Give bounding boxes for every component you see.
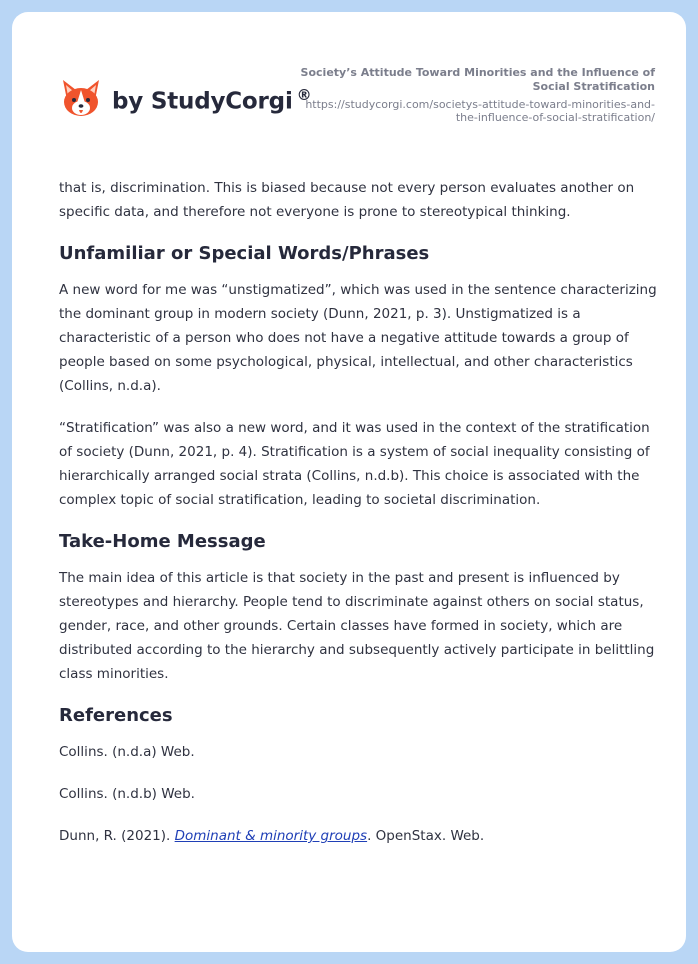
document-url[interactable]: https://studycorgi.com/societys-attitude-toward-minorities-and-the-influence-of-social-stratification/ xyxy=(305,98,655,124)
registered-mark: ® xyxy=(296,85,312,104)
page-header xyxy=(12,12,686,152)
reference-link[interactable]: Dominant & minority groups xyxy=(174,828,368,844)
takehome-paragraph: The main idea of this article is that society in the past and present is influenced by stereotypes and hierarchy. People tend to discriminate against others on social status, gender, race, and other grounds. Certain classes have formed in society, which are distributed according to the hierarchy and subsequently actively participate in belittling class minorities. xyxy=(59,570,655,682)
reference-suffix: . OpenStax. Web. xyxy=(367,828,485,844)
document-body xyxy=(59,176,659,866)
intro-paragraph: that is, discrimination. This is biased because not every person evaluates another on specific data, and therefore not everyone is prone to stereotypical thinking. xyxy=(59,180,635,220)
words-paragraph-2: “Stratification” was also a new word, and it was used in the context of the stratification of society (Dunn, 2021, p. 4). Stratification is a system of social inequality consisting of hierarchically arranged social strata (Collins, n.d.b). This choice is associated with the complex topic of social stratification, leading to societal discrimination. xyxy=(59,420,650,508)
document-title: Society’s Attitude Toward Minorities and the Influence of Social Stratification xyxy=(300,66,655,93)
takehome-heading: Take-Home Message xyxy=(59,531,266,552)
document-meta xyxy=(285,66,655,124)
reference-item: Collins. (n.d.b) Web. xyxy=(59,786,195,802)
corgi-icon xyxy=(60,76,102,120)
words-paragraph-1: A new word for me was “unstigmatized”, which was used in the sentence characterizing the dominant group in modern society (Dunn, 2021, p. 3). Unstigmatized is a characteristic of a person who does not have a negative attitude towards a group of people based on some psychological, physical, intellectual, and other characteristics (Collins, n.d.a). xyxy=(59,282,657,394)
studycorgi-logo[interactable] xyxy=(60,76,311,120)
brand-text: by StudyCorgi xyxy=(112,88,293,115)
document-page xyxy=(12,12,686,952)
words-heading: Unfamiliar or Special Words/Phrases xyxy=(59,243,430,264)
brand-name xyxy=(112,86,311,115)
reference-item xyxy=(59,824,659,848)
references-heading: References xyxy=(59,705,173,726)
reference-prefix: Dunn, R. (2021). xyxy=(59,828,175,844)
reference-item: Collins. (n.d.a) Web. xyxy=(59,744,195,760)
